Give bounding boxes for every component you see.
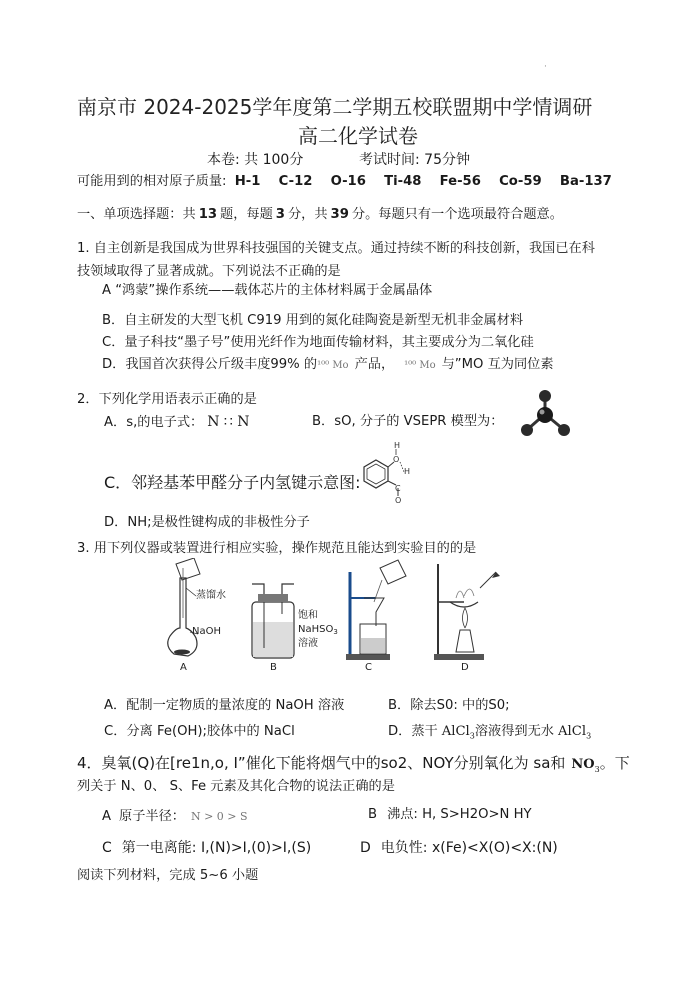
bottle-stopper xyxy=(258,594,288,602)
reading-instruction: 阅读下列材料，完成 5~6 小题 xyxy=(77,868,259,883)
q3-option-d xyxy=(388,723,591,746)
q2-option-d: D．NH;是极性键构成的非极性分子 xyxy=(104,515,310,530)
atomic-mass-ti: Ti-48 xyxy=(384,174,422,189)
label-apparatus-d: D xyxy=(461,662,469,673)
atomic-mass-ba: Ba-137 xyxy=(559,174,612,189)
q2-option-a xyxy=(104,413,250,432)
pouring-beaker-c xyxy=(380,560,406,584)
atomic-mass-co: Co-59 xyxy=(499,174,542,189)
exam-score: 本卷: 共 100分 xyxy=(207,152,304,168)
q4-c-text: 第一电离能: I,(N)>I,(0)>I,(S) xyxy=(121,840,312,856)
q4-stem-line2: 列关于 N、0、 S、Fe 元素及其化合物的说法正确的是 xyxy=(77,779,395,794)
inlet-tube xyxy=(252,584,264,594)
vsepr-atom-center xyxy=(537,407,553,423)
q1-d-text1: D．我国首次获得公斤级丰度99% 的 xyxy=(102,357,318,372)
section-count: 13 xyxy=(198,207,218,222)
q2-option-c: C．邻羟基苯甲醛分子内氢键示意图: xyxy=(104,473,361,492)
stand-base-c xyxy=(346,654,390,660)
label-saturated: 饱和 xyxy=(298,610,318,621)
atomic-mass-label: 可能用到的相对原子质量: xyxy=(77,174,227,189)
vsepr-model-icon xyxy=(516,388,576,438)
atomic-mass-o: O-16 xyxy=(330,174,366,189)
atom-o1: O xyxy=(393,455,400,464)
q3-stem: 3. 用下列仪器或装置进行相应实验，操作规范且能达到实验目的的是 xyxy=(77,541,477,556)
apparatus-c xyxy=(346,560,406,673)
label-naoh: NaOH xyxy=(192,626,221,637)
funnel xyxy=(364,598,384,626)
q3-option-b: B．除去S0: 中的S0; xyxy=(388,698,510,713)
flame xyxy=(463,608,468,628)
volumetric-flask xyxy=(168,578,197,656)
pointer-a1 xyxy=(186,588,196,596)
q2-a-label: A．s,的电子式： xyxy=(104,415,204,430)
pouring-beaker-a xyxy=(176,558,200,580)
section-prefix: 一、单项选择题：共 xyxy=(77,207,196,222)
glass-rod-c xyxy=(374,580,382,602)
q4-option-a xyxy=(102,808,248,826)
q3-d-formula1-sub: 3 xyxy=(469,731,475,741)
q4-a-formula: N > 0 > S xyxy=(190,810,248,823)
label-nahso3 xyxy=(298,624,338,636)
alcohol-lamp xyxy=(456,630,474,652)
label-apparatus-a: A xyxy=(180,662,187,673)
q1-stem-line2: 技领域取得了显著成就。下列说法不正确的是 xyxy=(77,264,341,279)
atom-o2: O xyxy=(395,496,402,504)
section-mid2: 分，共 xyxy=(287,207,328,222)
q1-d-text2: 产品， xyxy=(354,357,395,372)
atomic-mass-fe: Fe-56 xyxy=(439,174,481,189)
q1-option-d xyxy=(102,356,554,375)
exam-title-line2: 高二化学试卷 xyxy=(298,124,418,148)
stand-base-d xyxy=(434,654,484,660)
q1-option-c: C．量子科技“墨子号”使用光纤作为地面传输材料，其主要成分为二氧化硅 xyxy=(102,335,534,350)
q3-d-formula1: AlCl xyxy=(441,724,470,739)
hydrogen-bond-structure-icon xyxy=(356,440,410,504)
q4-b-text: 沸点: H, S>H2O>N HY xyxy=(387,807,532,822)
apparatus-d xyxy=(434,564,500,673)
q3-d-formula2: AlCl xyxy=(558,724,587,739)
section-suffix: 分。每题只有一个选项最符合题意。 xyxy=(351,207,563,222)
q1-d-text3: 与”MO 互为同位素 xyxy=(441,357,554,372)
q3-d-text2: 溶液得到无水 xyxy=(474,724,554,739)
q3-d-text1: D．蒸干 xyxy=(388,724,438,739)
filtrate xyxy=(361,638,385,653)
atomic-mass-c: C-12 xyxy=(278,174,313,189)
section-total: 39 xyxy=(330,207,349,222)
q2-stem: 2．下列化学用语表示正确的是 xyxy=(77,392,257,407)
label-solution: 溶液 xyxy=(298,638,318,649)
washing-liquid xyxy=(253,622,293,657)
label-distilled-water: 蒸馏水 xyxy=(196,590,226,601)
q3-option-c: C．分离 Fe(OH);胶体中的 NaCl xyxy=(104,724,295,739)
section-points: 3 xyxy=(275,207,285,222)
q4-stem-text1: 4．臭氧(Q)在[re1n,o, I”催化下能将烟气中的so2、NOY分别氧化为 sa和 xyxy=(77,754,566,772)
glass-rod-d xyxy=(480,572,496,588)
apparatus-a xyxy=(168,558,226,673)
steam xyxy=(456,589,474,598)
q1-d-mo1: ¹⁰⁰ Mo xyxy=(317,360,349,371)
vsepr-atom-right xyxy=(558,424,570,436)
atom-h2: H xyxy=(404,467,410,476)
label-apparatus-b: B xyxy=(270,662,277,673)
q4-c-label: C xyxy=(102,840,112,856)
q1-stem-line1: 1. 自主创新是我国成为世界科技强国的关键支点。通过持续不断的科技创新，我国已在科 xyxy=(77,241,595,256)
benzene-inner-ring xyxy=(367,464,385,484)
vsepr-atom-top xyxy=(539,390,551,402)
q2-a-electron-formula: N ∷ N xyxy=(207,414,250,430)
section-heading xyxy=(77,206,563,224)
q4-option-c xyxy=(102,837,311,857)
q4-stem-text2: 。下 xyxy=(599,754,630,772)
q4-d-label: D xyxy=(360,840,371,856)
label-nahso3-sub: 3 xyxy=(333,628,338,636)
section-mid1: 题，每题 xyxy=(220,207,273,222)
apparatus-figure xyxy=(160,558,520,674)
q4-option-d xyxy=(360,837,558,857)
q3-d-formula2-sub: 3 xyxy=(586,731,592,741)
vsepr-highlight xyxy=(540,410,545,415)
q4-a-text: 原子半径： xyxy=(119,809,185,824)
q4-a-label: A xyxy=(102,809,112,824)
q4-b-label: B xyxy=(368,807,378,822)
atom-h1: H xyxy=(394,441,401,450)
q1-option-a: A “鸿蒙”操作系统——载体芯片的主体材料属于金属晶体 xyxy=(102,283,433,298)
atomic-mass-h: H-1 xyxy=(234,174,261,189)
q4-stem-line1 xyxy=(77,752,630,774)
exam-title-line1: 南京市 2024-2025学年度第二学期五校联盟期中学情调研 xyxy=(77,95,593,119)
atomic-mass-row xyxy=(77,173,612,191)
apparatus-b xyxy=(252,584,338,673)
q1-d-mo2: ¹⁰⁰ Mo xyxy=(404,360,436,371)
exam-time: 考试时间: 75分钟 xyxy=(359,152,470,168)
q1-option-b: B．自主研发的大型飞机 C919 用到的氮化硅陶瓷是新型无机非金属材料 xyxy=(102,313,524,328)
atom-c: C xyxy=(395,484,401,493)
flask-solid xyxy=(174,650,190,655)
label-nahso3-base: NaHSO xyxy=(298,624,334,635)
q4-stem-formula: NO xyxy=(571,757,595,772)
q4-d-text: 电负性: x(Fe)<X(O)<X:(N) xyxy=(380,840,558,856)
outlet-tube xyxy=(282,584,294,594)
vsepr-atom-left xyxy=(521,424,533,436)
q4-option-b xyxy=(368,806,532,824)
corner-dot: · xyxy=(544,62,547,72)
q4-stem-formula-sub: 3 xyxy=(594,765,600,774)
label-apparatus-c: C xyxy=(365,662,372,673)
q3-option-a: A．配制一定物质的量浓度的 NaOH 溶液 xyxy=(104,698,345,713)
q2-option-b: B．sO, 分子的 VSEPR 模型为： xyxy=(312,414,504,429)
